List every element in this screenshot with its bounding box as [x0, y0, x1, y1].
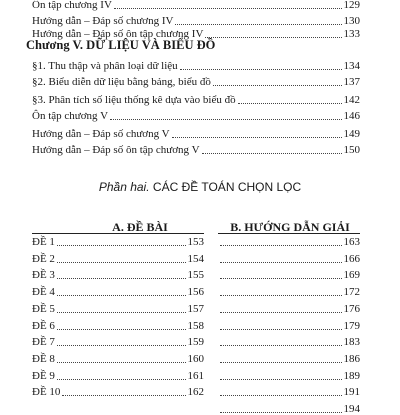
toc-entry-page: 133 — [343, 28, 360, 40]
dot-leader — [57, 262, 186, 263]
exam-a-page: 160 — [187, 353, 204, 365]
exam-row-b — [218, 382, 360, 398]
toc-entry-label: Hướng dẫn – Đáp số ôn tập chương V — [32, 144, 200, 156]
dot-leader — [220, 312, 342, 313]
exam-row-a — [32, 349, 204, 365]
exam-name: ĐỀ 9 — [32, 370, 55, 382]
toc-entry — [32, 140, 360, 156]
toc-entry — [32, 0, 360, 11]
toc-entry-page: 142 — [343, 94, 360, 106]
exam-row-b — [218, 366, 360, 382]
exam-b-page: 172 — [343, 286, 360, 298]
dot-leader — [220, 362, 342, 363]
dot-leader — [57, 245, 186, 246]
toc-entry-label: Ôn tập chương IV — [32, 0, 112, 11]
exam-b-page: 191 — [343, 386, 360, 398]
exam-name: ĐỀ 7 — [32, 336, 55, 348]
toc-entry-label: Ôn tập chương V — [32, 110, 109, 122]
exam-name: ĐỀ 3 — [32, 269, 55, 281]
dot-leader — [172, 137, 342, 138]
exam-name: ĐỀ 10 — [32, 386, 61, 398]
exam-row-a — [32, 366, 204, 382]
exam-a-page: 154 — [187, 253, 204, 265]
toc-entry — [32, 90, 360, 106]
dot-leader — [205, 37, 341, 38]
exam-row-b — [218, 332, 360, 348]
exam-name: ĐỀ 2 — [32, 253, 55, 265]
exam-row-b — [218, 232, 360, 248]
toc-entry-label: §2. Biểu diễn dữ liệu bằng bảng, biểu đồ — [32, 76, 211, 88]
chapter-title: Chương V. DỮ LIỆU VÀ BIỂU ĐỒ — [26, 38, 216, 52]
exam-row-a — [32, 282, 204, 298]
toc-entry-page: 137 — [343, 76, 360, 88]
dot-leader — [220, 295, 342, 296]
exam-row-a — [32, 382, 204, 398]
column-a-title: A. ĐỀ BÀI — [112, 220, 168, 234]
dot-leader — [57, 329, 186, 330]
dot-leader — [57, 278, 186, 279]
toc-entry-page: 130 — [343, 15, 360, 27]
toc-entry-page: 134 — [343, 60, 360, 72]
dot-leader — [62, 395, 185, 396]
exam-name: ĐỀ 1 — [32, 236, 55, 248]
exam-b-page: 186 — [343, 353, 360, 365]
dot-leader — [220, 412, 342, 413]
dot-leader — [220, 245, 342, 246]
toc-entry-page: 146 — [343, 110, 360, 122]
exam-name: ĐỀ 8 — [32, 353, 55, 365]
dot-leader — [220, 379, 342, 380]
exam-a-page: 153 — [187, 236, 204, 248]
exam-name: ĐỀ 4 — [32, 286, 55, 298]
toc-entry-label: Hướng dẫn – Đáp số chương V — [32, 128, 170, 140]
dot-leader — [180, 69, 342, 70]
exam-row-b — [218, 299, 360, 315]
dot-leader — [57, 345, 186, 346]
dot-leader — [220, 395, 342, 396]
exam-a-page: 162 — [187, 386, 204, 398]
exam-b-page: 189 — [343, 370, 360, 382]
toc-entry-label: Hướng dẫn – Đáp số chương IV — [32, 15, 174, 27]
exam-a-page: 158 — [187, 320, 204, 332]
dot-leader — [220, 262, 342, 263]
part-prefix: Phần hai. — [98, 180, 150, 194]
dot-leader — [57, 312, 186, 313]
exam-row-b — [218, 282, 360, 298]
exam-b-page: 179 — [343, 320, 360, 332]
exam-b-page: 183 — [343, 336, 360, 348]
exam-row-b — [218, 249, 360, 265]
dot-leader — [213, 85, 342, 86]
toc-entry-label: Hướng dẫn – Đáp số ôn tập chương IV — [32, 28, 204, 40]
toc-entry-label: §1. Thu thập và phân loại dữ liệu — [32, 60, 178, 72]
dot-leader — [238, 103, 342, 104]
toc-entry — [32, 106, 360, 122]
toc-entry-page: 150 — [343, 144, 360, 156]
exam-b-page: 176 — [343, 303, 360, 315]
exam-row-a — [32, 299, 204, 315]
exam-row-b — [218, 316, 360, 332]
dot-leader — [220, 278, 342, 279]
dot-leader — [220, 345, 342, 346]
exam-row-a — [32, 249, 204, 265]
exam-row-b — [218, 349, 360, 365]
toc-entry-label: §3. Phân tích số liệu thống kê dựa vào biểu đồ — [32, 94, 236, 106]
dot-leader — [57, 295, 186, 296]
exam-row-b — [218, 399, 360, 415]
toc-entry-page: 129 — [343, 0, 360, 11]
exam-name: ĐỀ 6 — [32, 320, 55, 332]
dot-leader — [57, 379, 186, 380]
exam-a-page: 159 — [187, 336, 204, 348]
toc-entry-page: 149 — [343, 128, 360, 140]
part-heading — [0, 180, 400, 194]
exam-b-page: 166 — [343, 253, 360, 265]
dot-leader — [114, 8, 342, 9]
exam-b-page: 194 — [343, 403, 360, 415]
toc-entry — [32, 56, 360, 72]
exam-b-page: 163 — [343, 236, 360, 248]
exam-row-a — [32, 265, 204, 281]
exam-row-a — [32, 332, 204, 348]
exam-b-page: 169 — [343, 269, 360, 281]
exam-a-page: 157 — [187, 303, 204, 315]
exam-row-a — [32, 232, 204, 248]
toc-entry — [32, 72, 360, 88]
exam-name: ĐỀ 5 — [32, 303, 55, 315]
dot-leader — [110, 119, 341, 120]
dot-leader — [220, 329, 342, 330]
column-b-title: B. HƯỚNG DẪN GIẢI — [230, 220, 350, 234]
exam-a-page: 155 — [187, 269, 204, 281]
toc-entry — [32, 124, 360, 140]
dot-leader — [57, 362, 186, 363]
part-title: CÁC ĐỀ TOÁN CHỌN LỌC — [152, 180, 302, 194]
exam-row-b — [218, 265, 360, 281]
exam-row-a — [32, 316, 204, 332]
exam-a-page: 156 — [187, 286, 204, 298]
dot-leader — [202, 153, 342, 154]
exam-a-page: 161 — [187, 370, 204, 382]
